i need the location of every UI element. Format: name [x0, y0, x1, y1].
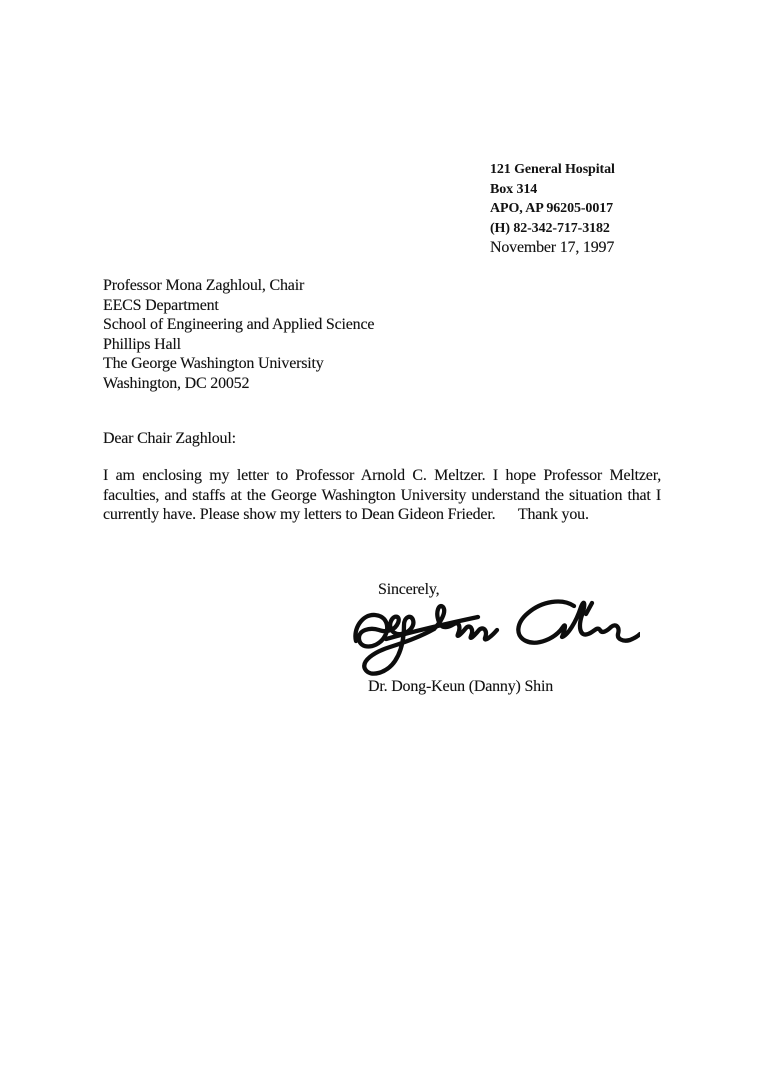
body-line: faculties, and staffs at the George Washington University understand the situation that I — [103, 486, 661, 504]
recipient-address-line: Professor Mona Zaghloul, Chair — [103, 277, 305, 294]
handwritten-signature — [350, 597, 640, 681]
sender-address-line: 121 General Hospital — [490, 162, 615, 177]
recipient-address-line: Phillips Hall — [103, 335, 181, 353]
recipient-address-line: The George Washington University — [103, 355, 324, 372]
signature-name: Dr. Dong-Keun (Danny) Shin — [368, 678, 553, 695]
sender-address-line: APO, AP 96205-0017 — [490, 201, 614, 216]
sender-address-line: Box 314 — [490, 181, 538, 197]
signature-ink-icon — [350, 597, 640, 681]
salutation: Dear Chair Zaghloul: — [103, 430, 236, 447]
body-line: I am enclosing my letter to Professor Arnold C. Meltzer. I hope Professor Meltzer, — [103, 467, 661, 484]
body-line: currently have. Please show my letters to Dean Gideon Frieder. Thank you. — [103, 506, 589, 523]
letter-date: November 17, 1997 — [490, 239, 615, 256]
sender-address-block — [490, 160, 615, 238]
sender-address-line: (H) 82-342-717-3182 — [490, 220, 610, 236]
recipient-address-line: School of Engineering and Applied Science — [103, 316, 375, 333]
body-paragraph — [103, 466, 661, 525]
recipient-address-line: Washington, DC 20052 — [103, 374, 250, 392]
recipient-address-line: EECS Department — [103, 296, 219, 314]
closing-salutation: Sincerely, — [378, 581, 440, 598]
recipient-address-block — [103, 276, 374, 393]
